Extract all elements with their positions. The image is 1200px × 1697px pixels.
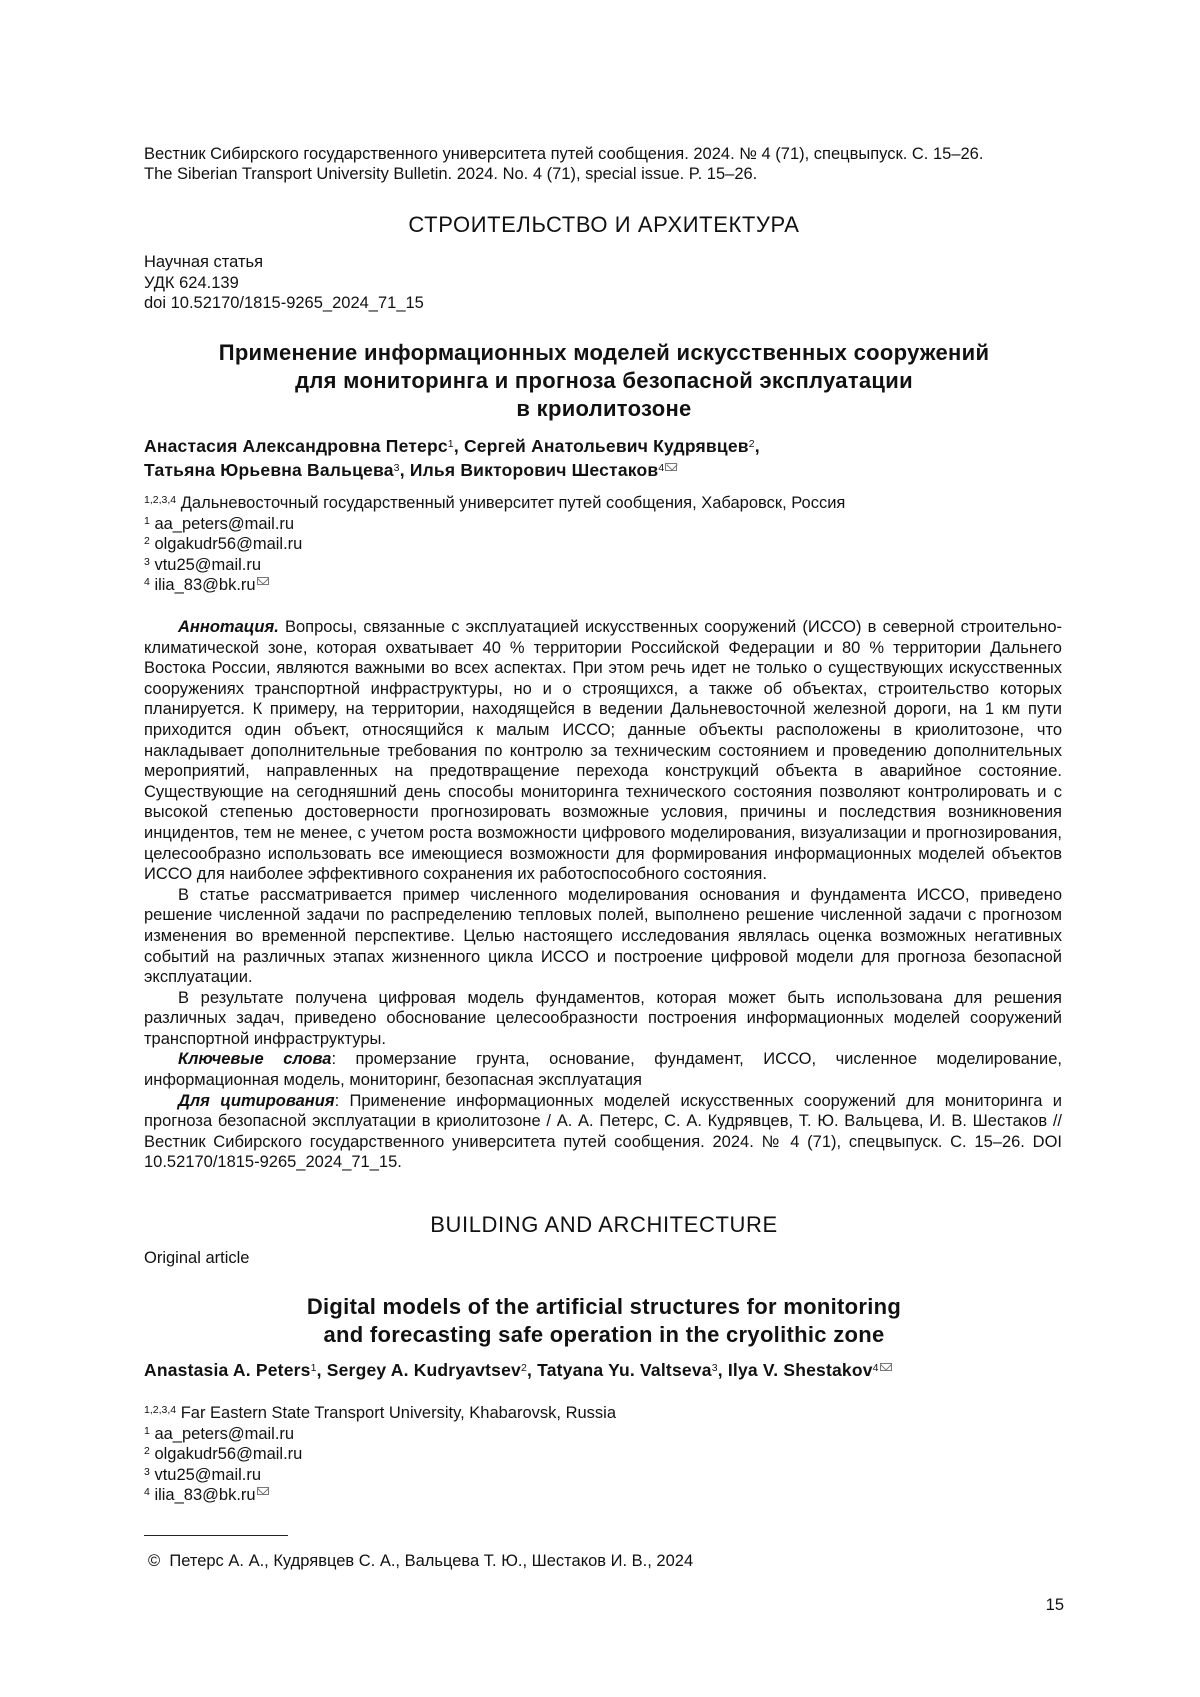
authors-ru xyxy=(144,434,1084,482)
section-title-en: BUILDING AND ARCHITECTURE xyxy=(144,1212,1064,1238)
abstract-label: Аннотация. xyxy=(178,618,279,636)
article-title-en xyxy=(144,1293,1064,1349)
abstract-text: Вопросы, связанные с эксплуатацией искусственных сооружений (ИССО) в северной строительно-климатической зоне, которая охватывает 40 % территории Российской Федерации и 80 % территории Дальнего Востока России, являются важными во всех аспектах. При этом речь идет не только о существующих искусственных сооружениях транспортной инфраструктуры, но и о строящихся, а также об объектах, строительство которых планируется. К примеру, на территории, находящейся в ведении Дальневосточной железной дороги, на 1 км пути приходится один объект, относящийся к малым ИССО; данные объекты расположены в криолитозоне, что накладывает дополнительные требования по контролю за техническим состоянием и проведению дополнительных мероприятий, направленных на предотвращение перехода конструкций объекта в аварийное состояние. Существующие на сегодняшний день способы мониторинга технического состояния позволяют контролировать и с высокой степенью достоверности прогнозировать возможные условия, причины и последствия возникновения инцидентов, тем не менее, с учетом роста возможности цифрового моделирования, визуализации и прогнозирования, целесообразно использовать все имеющиеся возможности для формирования информационных моделей объектов ИССО для наиболее эффективного сохранения их работоспособного состояния. xyxy=(144,618,1062,883)
email-link[interactable]: ilia_83@bk.ru xyxy=(154,1486,255,1504)
title-line: Применение информационных моделей искусственных сооружений xyxy=(144,339,1064,367)
email-sup: 3 xyxy=(144,556,150,568)
email-sup: 3 xyxy=(144,1466,150,1478)
title-line: and forecasting safe operation in the cryolithic zone xyxy=(144,1321,1064,1349)
author-name: Sergey A. Kudryavtsev xyxy=(327,1360,521,1380)
email-link[interactable]: vtu25@mail.ru xyxy=(154,556,261,574)
email-line xyxy=(144,1424,616,1445)
email-link[interactable]: ilia_83@bk.ru xyxy=(154,576,255,594)
envelope-icon xyxy=(880,1363,892,1371)
article-type-ru: Научная статья xyxy=(144,252,424,273)
author-name: Сергей Анатольевич Кудрявцев xyxy=(464,436,749,456)
article-page xyxy=(0,0,1200,1697)
author-sup: 3 xyxy=(712,1362,718,1374)
email-sup: 2 xyxy=(144,1445,150,1457)
author-name: Ilya V. Shestakov xyxy=(728,1360,873,1380)
email-sup: 4 xyxy=(144,1486,150,1498)
authors-line xyxy=(144,434,1084,458)
email-line xyxy=(144,575,845,596)
affiliation-sup: 1,2,3,4 xyxy=(144,494,176,506)
author-name: Татьяна Юрьевна Вальцева xyxy=(144,460,394,480)
email-link[interactable]: vtu25@mail.ru xyxy=(154,1466,261,1484)
keywords-paragraph xyxy=(144,1049,1062,1090)
abstract-paragraph xyxy=(144,617,1062,885)
author-sup: 3 xyxy=(394,462,400,474)
author-name: Anastasia A. Peters xyxy=(144,1360,311,1380)
author-sup: 1 xyxy=(311,1362,317,1374)
citation-paragraph xyxy=(144,1091,1062,1173)
author-separator: , xyxy=(400,460,405,480)
abstract-paragraph: В статье рассматривается пример численного моделирования основания и фундамента ИССО, приведено решение численной задачи по распределению тепловых полей, выполнено решение численной задачи с прогнозом изменения во временной перспективе. Целью настоящего исследования являлась оценка возможных негативных событий на различных этапах жизненного цикла ИССО и построение цифровой модели для прогноза безопасной эксплуатации. xyxy=(144,885,1062,988)
email-link[interactable]: olgakudr56@mail.ru xyxy=(154,535,302,553)
email-line xyxy=(144,1485,616,1506)
envelope-icon xyxy=(665,463,677,471)
title-line: для мониторинга и прогноза безопасной эксплуатации xyxy=(144,367,1064,395)
envelope-icon xyxy=(257,577,269,585)
author-separator: , xyxy=(755,436,760,456)
abstract-block xyxy=(144,617,1062,1173)
email-line xyxy=(144,1444,616,1465)
section-title-ru: СТРОИТЕЛЬСТВО И АРХИТЕКТУРА xyxy=(144,212,1064,238)
author-sup: 4 xyxy=(658,462,664,474)
page-number: 15 xyxy=(1030,1596,1064,1615)
authors-en xyxy=(144,1358,1084,1382)
article-title-ru xyxy=(144,339,1064,423)
email-sup: 1 xyxy=(144,515,150,527)
abstract-paragraph: В результате получена цифровая модель фундаментов, которая может быть использована для решения различных задач, приведено обоснование целесообразности построения информационных моделей сооружений транспортной инфраструктуры. xyxy=(144,988,1062,1050)
author-separator: , xyxy=(718,1360,723,1380)
affiliation-text: Far Eastern State Transport University, Khabarovsk, Russia xyxy=(181,1404,616,1422)
author-sup: 4 xyxy=(873,1362,879,1374)
author-name: Анастасия Александровна Петерс xyxy=(144,436,448,456)
article-type-en: Original article xyxy=(144,1248,249,1269)
citation-label: Для цитирования xyxy=(178,1092,335,1110)
affiliations-en xyxy=(144,1403,616,1506)
copyright-line xyxy=(148,1552,693,1571)
article-meta-ru xyxy=(144,252,424,314)
title-line: в криолитозоне xyxy=(144,395,1064,423)
email-line xyxy=(144,534,845,555)
affiliation-text: Дальневосточный государственный университет путей сообщения, Хабаровск, Россия xyxy=(181,494,846,512)
author-sup: 1 xyxy=(448,438,454,450)
email-line xyxy=(144,514,845,535)
copyright-icon: © xyxy=(148,1552,160,1570)
title-line: Digital models of the artificial structures for monitoring xyxy=(144,1293,1064,1321)
keywords-text: : промерзание грунта, основание, фундамент, ИССО, численное моделирование, информационная модель, мониторинг, безопасная эксплуатация xyxy=(144,1050,1062,1089)
email-line xyxy=(144,555,845,576)
keywords-label: Ключевые слова xyxy=(178,1050,331,1068)
affiliation-line xyxy=(144,1403,616,1424)
email-sup: 2 xyxy=(144,535,150,547)
journal-header xyxy=(144,144,1084,184)
affiliations-ru xyxy=(144,493,845,596)
author-separator: , xyxy=(454,436,459,456)
email-link[interactable]: aa_peters@mail.ru xyxy=(154,515,294,533)
author-sup: 2 xyxy=(749,438,755,450)
email-line xyxy=(144,1465,616,1486)
email-sup: 1 xyxy=(144,1425,150,1437)
affiliation-sup: 1,2,3,4 xyxy=(144,1404,176,1416)
journal-line-ru: Вестник Сибирского государственного университета путей сообщения. 2024. № 4 (71), спецвыпуск. С. 15–26. xyxy=(144,144,1084,164)
footnote-rule xyxy=(144,1535,288,1536)
udc: УДК 624.139 xyxy=(144,273,424,294)
authors-line xyxy=(144,458,1084,482)
affiliation-line xyxy=(144,493,845,514)
email-link[interactable]: olgakudr56@mail.ru xyxy=(154,1445,302,1463)
email-link[interactable]: aa_peters@mail.ru xyxy=(154,1425,294,1443)
doi: doi 10.52170/1815-9265_2024_71_15 xyxy=(144,293,424,314)
envelope-icon xyxy=(257,1487,269,1495)
copyright-text: Петерс А. А., Кудрявцев С. А., Вальцева Т. Ю., Шестаков И. В., 2024 xyxy=(169,1552,693,1570)
email-sup: 4 xyxy=(144,576,150,588)
author-name: Tatyana Yu. Valtseva xyxy=(537,1360,712,1380)
journal-line-en: The Siberian Transport University Bulletin. 2024. No. 4 (71), special issue. P. 15–26. xyxy=(144,164,1084,184)
author-name: Илья Викторович Шестаков xyxy=(410,460,659,480)
author-separator: , xyxy=(527,1360,532,1380)
citation-text: : Применение информационных моделей искусственных сооружений для мониторинга и прогноза безопасной эксплуатации в криолитозоне / А. А. Петерс, С. А. Кудрявцев, Т. Ю. Вальцева, И. В. Шестаков // Вестник Сибирского государственного университета путей сообщения. 2024. № 4 (71), спецвыпуск. С. 15–26. DOI 10.52170/1815-9265_2024_71_15. xyxy=(144,1092,1062,1172)
author-sup: 2 xyxy=(521,1362,527,1374)
author-separator: , xyxy=(317,1360,322,1380)
